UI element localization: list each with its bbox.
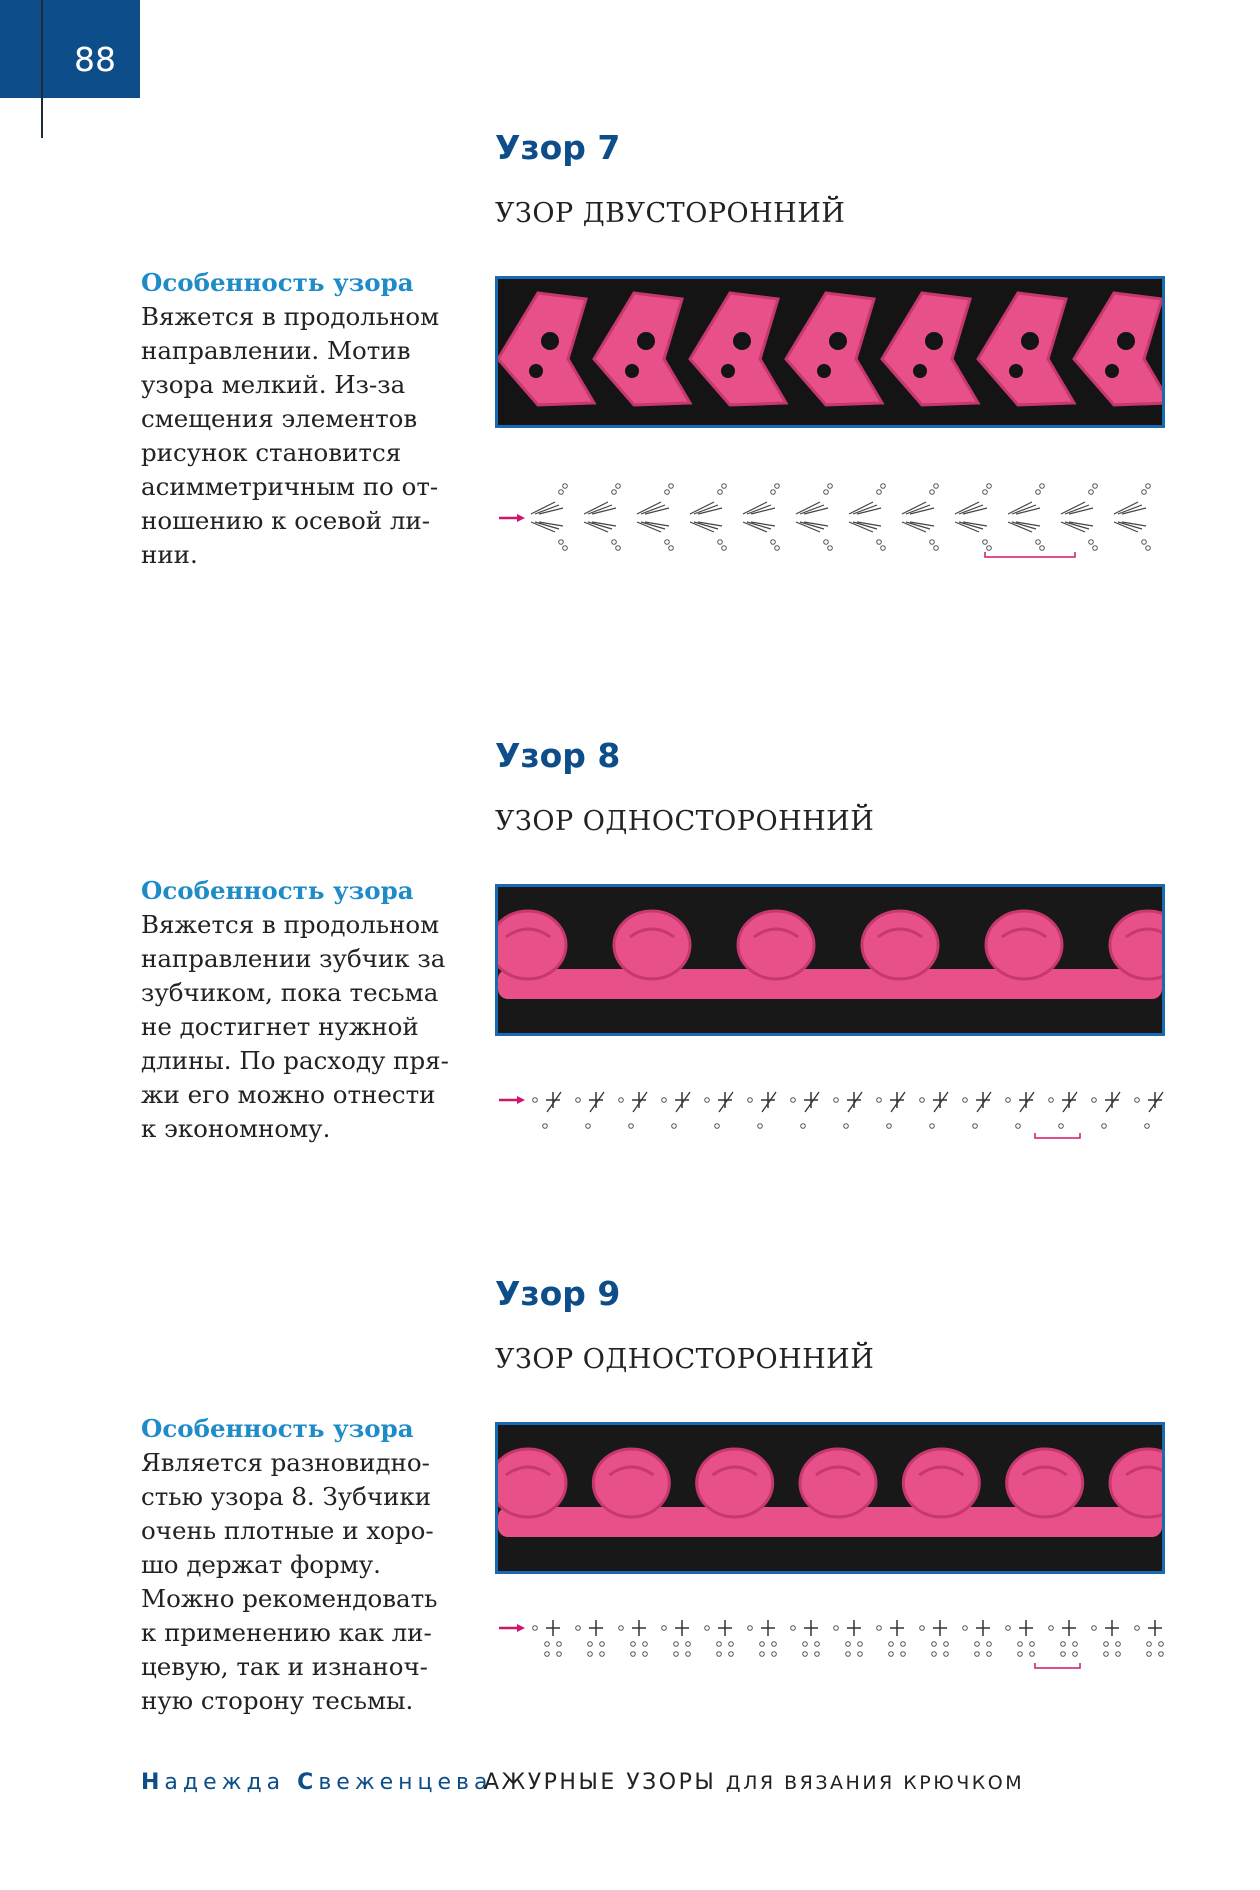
lace-hole [1009,364,1023,378]
chain-stitch [748,1098,753,1103]
slip-stitch [719,1092,733,1112]
chain-stitch [1142,540,1147,545]
chain-stitch [600,1642,605,1647]
chain-stitch [1102,1124,1107,1129]
chain-stitch [1006,1626,1011,1631]
chain-stitch [930,490,935,495]
chain-stitch [1092,1098,1097,1103]
chain-stitch [545,1652,550,1657]
description-line: не достигнет нужной [141,1012,419,1041]
chain-stitch [717,1652,722,1657]
lace-hole [829,332,847,350]
lace-hole [1021,332,1039,350]
chain-stitch [559,490,564,495]
description-line: направлении. Мотив [141,336,411,365]
slip-stitch [1020,1092,1034,1112]
chain-stitch [1061,1652,1066,1657]
pattern-7-crochet-chart [495,462,1170,562]
slip-stitch [977,1092,991,1112]
pattern-8-subtitle: УЗОР ОДНОСТОРОННИЙ [495,806,875,837]
chain-stitch [772,1642,777,1647]
chain-stitch [1073,1652,1078,1657]
margin-rule [41,0,43,138]
chain-stitch [672,1124,677,1129]
chain-stitch [758,1124,763,1129]
lace-hole [625,364,639,378]
chain-stitch [930,540,935,545]
description-line: длины. По расходу пря- [141,1046,449,1075]
lace-hole [529,364,543,378]
pattern-9-photo [495,1422,1165,1574]
chain-stitch [877,540,882,545]
chain-stitch [717,1642,722,1647]
chain-stitch [901,1642,906,1647]
lace-hole [637,332,655,350]
pattern-7-photo [495,276,1165,428]
pattern-9-subtitle: УЗОР ОДНОСТОРОННИЙ [495,1344,875,1375]
description-line: стью узора 8. Зубчики [141,1482,432,1511]
chain-stitch [662,1098,667,1103]
yarn-picot [697,1449,773,1517]
start-arrow-head [517,1624,525,1632]
yarn-picot [800,1449,876,1517]
chain-stitch [1146,484,1151,489]
chain-stitch [881,484,886,489]
chain-stitch [1116,1642,1121,1647]
chain-stitch [629,1124,634,1129]
description-line: ную сторону тесьмы. [141,1686,414,1715]
chain-stitch [1030,1642,1035,1647]
footer-author [141,1770,493,1795]
description-line: Вяжется в продольном [141,910,440,939]
chain-stitch [828,484,833,489]
description-line: цевую, так и изнаноч- [141,1652,428,1681]
repeat-bracket [1035,1663,1080,1668]
description-line: рисунок становится [141,438,402,467]
slip-stitch [934,1092,948,1112]
slip-stitch [848,1092,862,1112]
pattern-9-title: Узор 9 [495,1274,621,1313]
lace-hole [541,332,559,350]
slip-stitch [1063,1092,1077,1112]
description-line: Можно рекомендовать [141,1584,438,1613]
chain-stitch [834,1098,839,1103]
repeat-bracket [1035,1133,1080,1138]
chain-stitch [557,1642,562,1647]
chain-stitch [705,1098,710,1103]
chain-stitch [1147,1642,1152,1647]
chain-stitch [631,1652,636,1657]
yarn-picot [903,1449,979,1517]
chain-stitch [760,1652,765,1657]
page-number: 88 [74,40,116,79]
chain-stitch [686,1642,691,1647]
author-first-name: адежда [164,1770,298,1795]
chain-stitch [616,546,621,551]
chain-stitch [963,1626,968,1631]
slip-stitch [1149,1092,1163,1112]
photo-background [498,887,1162,1033]
description-line: направлении зубчик за [141,944,446,973]
chain-stitch [1018,1642,1023,1647]
chain-stitch [1089,540,1094,545]
chain-stitch [973,1124,978,1129]
chain-stitch [934,546,939,551]
pattern-8-description [141,874,461,1146]
chain-stitch [643,1652,648,1657]
chain-stitch [619,1098,624,1103]
chain-stitch [975,1642,980,1647]
lace-hole [1105,364,1119,378]
chain-stitch [987,1642,992,1647]
chain-stitch [729,1652,734,1657]
chain-stitch [669,484,674,489]
chain-stitch [1093,484,1098,489]
chain-stitch [983,540,988,545]
pattern-9-feature-heading: Особенность узора [141,1414,414,1443]
chain-stitch [1145,1124,1150,1129]
chain-stitch [662,1626,667,1631]
chain-stitch [772,1652,777,1657]
chain-stitch [1061,1642,1066,1647]
start-arrow-head [517,1096,525,1104]
chain-stitch [1104,1652,1109,1657]
chain-stitch [1104,1642,1109,1647]
chain-stitch [748,1626,753,1631]
pattern-7-diagram [495,462,1170,562]
description-line: узора мелкий. Из-за [141,370,406,399]
description-line: к экономному. [141,1114,331,1143]
yarn-picot [614,911,690,979]
chain-stitch [1049,1098,1054,1103]
lace-hole [721,364,735,378]
chain-stitch [828,546,833,551]
chain-stitch [801,1124,806,1129]
description-line: жи его можно отнести [141,1080,436,1109]
chain-stitch [718,540,723,545]
lace-hole [1117,332,1135,350]
chain-stitch [1006,1098,1011,1103]
chain-stitch [722,546,727,551]
chain-stitch [616,484,621,489]
chain-stitch [705,1626,710,1631]
lace-hole [817,364,831,378]
chain-stitch [1159,1652,1164,1657]
chain-stitch [612,490,617,495]
yarn-picot [498,911,566,979]
slip-stitch [633,1092,647,1112]
chain-stitch [846,1652,851,1657]
description-line: нии. [141,540,198,569]
chain-stitch [669,546,674,551]
chain-stitch [858,1652,863,1657]
pattern-8-crochet-chart [495,1070,1170,1140]
chain-stitch [545,1642,550,1647]
chain-stitch [576,1098,581,1103]
pattern-7-feature-heading: Особенность узора [141,268,414,297]
chain-stitch [844,1124,849,1129]
pattern-7-subtitle: УЗОР ДВУСТОРОННИЙ [495,198,846,229]
chain-stitch [1049,1626,1054,1631]
chain-stitch [815,1642,820,1647]
chain-stitch [944,1652,949,1657]
slip-stitch [590,1092,604,1112]
book-title-rest: ДЛЯ ВЯЗАНИЯ КРЮЧКОМ [725,1772,1025,1794]
chain-stitch [846,1642,851,1647]
chain-stitch [557,1652,562,1657]
chain-stitch [889,1642,894,1647]
chain-stitch [1142,490,1147,495]
yarn-picot [862,911,938,979]
repeat-bracket [985,552,1075,557]
chain-stitch [834,1626,839,1631]
chain-stitch [901,1652,906,1657]
chain-stitch [559,540,564,545]
pattern-9-crochet-chart [495,1610,1170,1670]
pattern-8-diagram [495,1070,1170,1140]
author-initial: Н [141,1770,165,1795]
chain-stitch [877,1098,882,1103]
description-line: зубчиком, пока тесьма [141,978,439,1007]
slip-stitch [547,1092,561,1112]
chain-stitch [803,1642,808,1647]
yarn-picot [1007,1449,1083,1517]
chain-stitch [1135,1098,1140,1103]
chain-stitch [1159,1642,1164,1647]
chain-stitch [963,1098,968,1103]
pattern-8-photo [495,884,1165,1036]
footer-book-title [484,1770,1024,1795]
chain-stitch [983,490,988,495]
chain-stitch [588,1652,593,1657]
description-line: Вяжется в продольном [141,302,440,331]
chain-stitch [877,1626,882,1631]
chain-stitch [803,1652,808,1657]
pattern-9-photo-image [498,1425,1162,1571]
chain-stitch [729,1642,734,1647]
chain-stitch [881,546,886,551]
chain-stitch [824,490,829,495]
chain-stitch [1116,1652,1121,1657]
chain-stitch [533,1626,538,1631]
pattern-7-photo-image [498,279,1162,425]
chain-stitch [889,1652,894,1657]
yarn-picot [738,911,814,979]
chain-stitch [619,1626,624,1631]
chain-stitch [1030,1652,1035,1657]
chain-stitch [588,1642,593,1647]
chain-stitch [563,546,568,551]
chain-stitch [858,1642,863,1647]
chain-stitch [1147,1652,1152,1657]
pattern-8-feature-heading: Особенность узора [141,876,414,905]
chain-stitch [1146,546,1151,551]
chain-stitch [643,1642,648,1647]
lace-hole [925,332,943,350]
chain-stitch [1093,546,1098,551]
chain-stitch [674,1652,679,1657]
author-initial: С [297,1770,319,1795]
chain-stitch [791,1098,796,1103]
description-line: Является разновидно- [141,1448,430,1477]
chain-stitch [576,1626,581,1631]
description-line: смещения элементов [141,404,418,433]
chain-stitch [877,490,882,495]
chain-stitch [920,1626,925,1631]
chain-stitch [932,1642,937,1647]
yarn-picot [498,1449,566,1517]
description-line: асимметричным по от- [141,472,439,501]
chain-stitch [1040,546,1045,551]
chain-stitch [1059,1124,1064,1129]
chain-stitch [1016,1124,1021,1129]
chain-stitch [715,1124,720,1129]
chain-stitch [920,1098,925,1103]
chain-stitch [718,490,723,495]
slip-stitch [891,1092,905,1112]
pattern-8-title: Узор 8 [495,736,621,775]
chain-stitch [1018,1652,1023,1657]
chain-stitch [674,1642,679,1647]
chain-stitch [1089,490,1094,495]
chain-stitch [824,540,829,545]
lace-hole [733,332,751,350]
chain-stitch [887,1124,892,1129]
chain-stitch [987,1652,992,1657]
chain-stitch [760,1642,765,1647]
chain-stitch [1092,1626,1097,1631]
chain-stitch [930,1124,935,1129]
chain-stitch [987,484,992,489]
author-last-name: веженцева [318,1770,493,1795]
chain-stitch [987,546,992,551]
chain-stitch [533,1098,538,1103]
chain-stitch [600,1652,605,1657]
description-line: очень плотные и хоро- [141,1516,434,1545]
slip-stitch [762,1092,776,1112]
chain-stitch [543,1124,548,1129]
chain-stitch [1036,540,1041,545]
pattern-8-photo-image [498,887,1162,1033]
chain-stitch [791,1626,796,1631]
chain-stitch [612,540,617,545]
book-title-main: АЖУРНЫЕ УЗОРЫ [484,1770,726,1795]
chain-stitch [944,1642,949,1647]
pattern-9-diagram [495,1610,1170,1670]
pattern-7-description [141,266,461,572]
yarn-picot [593,1449,669,1517]
chain-stitch [586,1124,591,1129]
chain-stitch [775,484,780,489]
description-line: шо держат форму. [141,1550,381,1579]
description-line: ношению к осевой ли- [141,506,431,535]
chain-stitch [975,1652,980,1657]
chain-stitch [686,1652,691,1657]
chain-stitch [563,484,568,489]
chain-stitch [771,540,776,545]
chain-stitch [665,490,670,495]
chain-stitch [1135,1626,1140,1631]
yarn-base [498,969,1162,999]
chain-stitch [1073,1642,1078,1647]
yarn-picot [986,911,1062,979]
chain-stitch [934,484,939,489]
description-line: к применению как ли- [141,1618,432,1647]
chain-stitch [932,1652,937,1657]
chain-stitch [665,540,670,545]
pattern-7-title: Узор 7 [495,128,621,167]
chain-stitch [722,484,727,489]
chain-stitch [1036,490,1041,495]
slip-stitch [805,1092,819,1112]
pattern-9-description [141,1412,461,1718]
start-arrow-head [517,514,525,522]
slip-stitch [1106,1092,1120,1112]
slip-stitch [676,1092,690,1112]
lace-hole [913,364,927,378]
chain-stitch [1040,484,1045,489]
chain-stitch [771,490,776,495]
chain-stitch [815,1652,820,1657]
chain-stitch [775,546,780,551]
chain-stitch [631,1642,636,1647]
page-number-tab [0,0,140,98]
